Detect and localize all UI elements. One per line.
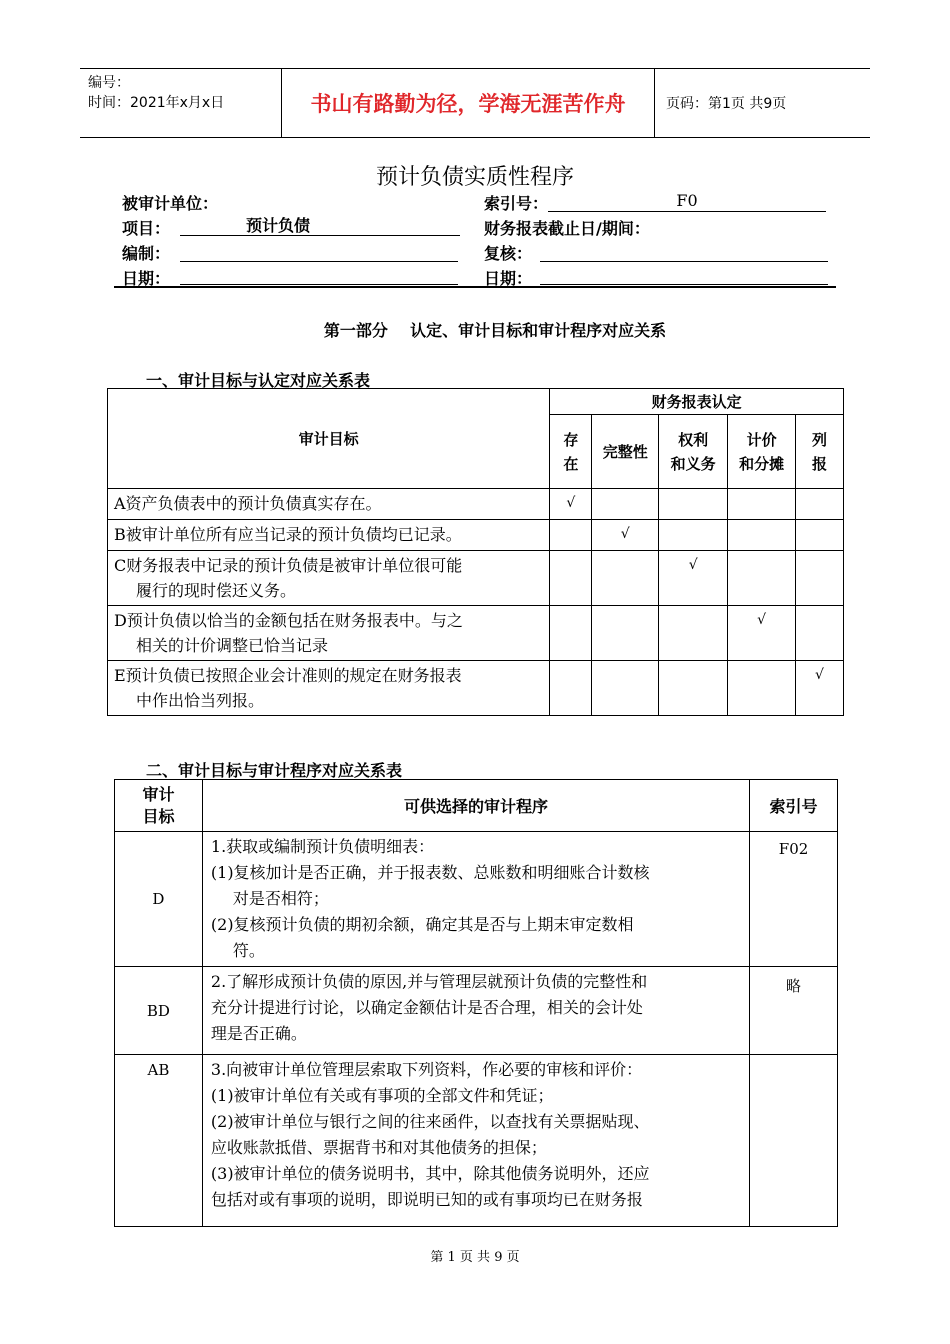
assertion-table xyxy=(107,388,844,716)
assertion-valuation: 计价 和分摊 xyxy=(728,415,796,489)
table2-title: 二、审计目标与审计程序对应关系表 xyxy=(146,761,403,780)
period-label: 财务报表截止日/期间： xyxy=(484,219,650,238)
row-index: F02 xyxy=(750,832,838,967)
goal-header: 审计目标 xyxy=(108,389,550,489)
number-label: 编号： xyxy=(88,75,130,91)
page-footer: 第 1 页 共 9 页 xyxy=(430,1250,520,1265)
index-value: F0 xyxy=(548,191,826,212)
assertion-existence: 存 在 xyxy=(550,415,592,489)
check-mark: √ xyxy=(550,489,592,520)
auditee-label: 被审计单位： xyxy=(122,194,219,213)
table-row xyxy=(115,1055,838,1227)
assertion-completeness: 完整性 xyxy=(592,415,659,489)
assertion-presentation: 列 报 xyxy=(796,415,844,489)
project-label: 项目： xyxy=(122,219,171,238)
header-left-cell xyxy=(80,69,282,137)
check-mark: √ xyxy=(592,520,659,551)
table-row xyxy=(108,551,844,606)
row-goal: BD xyxy=(115,967,203,1055)
goal-d: D预计负债以恰当的金额包括在财务报表中。与之 相关的计价调整已恰当记录 xyxy=(108,606,550,661)
project-value: 预计负债 xyxy=(180,216,460,236)
check-mark: √ xyxy=(659,551,728,606)
row-goal: AB xyxy=(115,1055,203,1227)
index-label: 索引号： xyxy=(484,194,549,213)
motto: 书山有路勤为径，学海无涯苦作舟 xyxy=(282,69,655,137)
time-label: 时间：2021年x月x日 xyxy=(88,95,225,111)
check-mark: √ xyxy=(796,661,844,716)
row-goal: D xyxy=(115,832,203,967)
goal-b: B被审计单位所有应当记录的预计负债均已记录。 xyxy=(108,520,550,551)
table1-title: 一、审计目标与认定对应关系表 xyxy=(146,371,371,390)
row-procedure: 3.向被审计单位管理层索取下列资料，作必要的审核和评价： (1)被审计单位有关或有事项的全部文件和凭证； (2)被审计单位与银行之间的往来函件，以查找有关票据贴现、 应收账款抵借、票据背书和对其他债务的担保； (3)被审计单位的债务说明书，其中，除其他债务说明外，还应 包括对或有事项的说明，即说明已知的或有事项均已在财务报 xyxy=(202,1055,749,1227)
table-row xyxy=(115,967,838,1055)
row-procedure: 1.获取或编制预计负债明细表： (1)复核加计是否正确，并于报表数、总账数和明细账合计数核 对是否相符； (2)复核预计负债的期初余额，确定其是否与上期末审定数相 符。 xyxy=(202,832,749,967)
table-row xyxy=(108,661,844,716)
date-label: 日期： xyxy=(122,269,171,288)
assertion-rights: 权利 和义务 xyxy=(659,415,728,489)
procedure-column-header: 可供选择的审计程序 xyxy=(202,780,749,832)
table-row xyxy=(115,832,838,967)
index-column-header: 索引号 xyxy=(750,780,838,832)
part1-title: 第一部分 认定、审计目标和审计程序对应关系 xyxy=(323,321,667,340)
row-index xyxy=(750,1055,838,1227)
page-info: 页码：第1页 共9页 xyxy=(666,96,787,112)
table-row xyxy=(108,489,844,520)
review-label: 复核： xyxy=(484,244,533,263)
goal-column-header: 审计 目标 xyxy=(115,780,203,832)
check-mark: √ xyxy=(728,606,796,661)
goal-c: C财务报表中记录的预计负债是被审计单位很可能 履行的现时偿还义务。 xyxy=(108,551,550,606)
review-line xyxy=(540,241,828,262)
date-line-2 xyxy=(540,264,828,285)
table-row xyxy=(108,520,844,551)
assertion-group-header: 财务报表认定 xyxy=(550,389,844,415)
prepared-line xyxy=(180,241,458,262)
row-index: 略 xyxy=(750,967,838,1055)
date-label-2: 日期： xyxy=(484,269,533,288)
page-header xyxy=(80,68,870,138)
row-procedure: 2.了解形成预计负债的原因,并与管理层就预计负债的完整性和 充分计提进行讨论，以确定金额估计是否合理，相关的会计处 理是否正确。 xyxy=(202,967,749,1055)
goal-e: E预计负债已按照企业会计准则的规定在财务报表 中作出恰当列报。 xyxy=(108,661,550,716)
procedure-table xyxy=(114,779,838,1227)
header-divider xyxy=(114,286,836,288)
date-line xyxy=(180,264,458,285)
goal-a: A资产负债表中的预计负债真实存在。 xyxy=(108,489,550,520)
document-title: 预计负债实质性程序 xyxy=(375,165,574,190)
table-row xyxy=(108,606,844,661)
prepared-label: 编制： xyxy=(122,244,171,263)
